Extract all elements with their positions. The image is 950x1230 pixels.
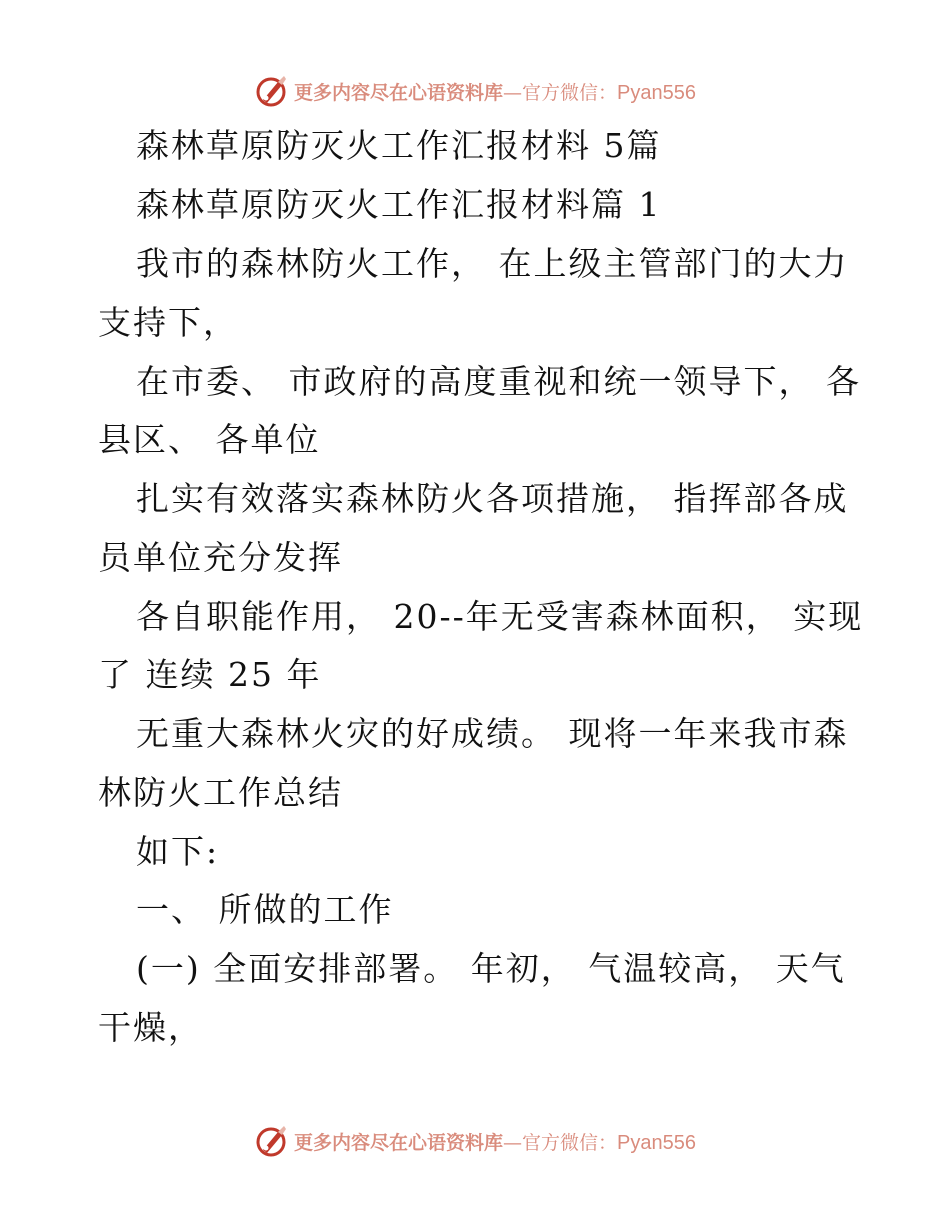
- watermark-sub: 官方微信：: [522, 81, 618, 104]
- document-title: 森林草原防灭火工作汇报材料 5篇: [136, 126, 662, 165]
- subsection-heading: 一、 所做的工作: [136, 890, 394, 929]
- paragraph-line: 我市的森林防火工作， 在上级主管部门的大力: [136, 244, 849, 283]
- paragraph-line: 干燥，: [98, 1008, 203, 1047]
- watermark-main: 更多内容尽在心语资料库: [294, 1131, 504, 1154]
- paragraph-line: 在市委、 市政府的高度重视和统一领导下， 各: [136, 362, 861, 401]
- paragraph-line: 无重大森林火灾的好成绩。 现将一年来我市森: [136, 714, 849, 753]
- watermark-main: 更多内容尽在心语资料库: [294, 81, 504, 104]
- watermark-id: Pyan556: [617, 81, 696, 104]
- paragraph-line: 支持下，: [98, 303, 238, 342]
- paragraph-line: (一) 全面安排部署。 年初， 气温较高， 天气: [136, 949, 846, 988]
- paragraph-line: 员单位充分发挥: [98, 538, 343, 577]
- watermark-dash: —: [503, 1131, 523, 1154]
- paragraph-line: 各自职能作用， 20--年无受害森林面积， 实现: [136, 597, 864, 636]
- watermark-sub: 官方微信：: [522, 1131, 618, 1154]
- watermark-text: [294, 1128, 696, 1155]
- section-heading: 森林草原防灭火工作汇报材料篇 1: [136, 185, 662, 224]
- footer-watermark: [0, 1121, 950, 1161]
- paragraph-line: 如下:: [136, 832, 220, 871]
- paragraph-line: 扎实有效落实森林防火各项措施， 指挥部各成: [136, 479, 849, 518]
- watermark-id: Pyan556: [617, 1131, 696, 1154]
- paragraph-line: 县区、 各单位: [98, 420, 321, 459]
- paragraph-line: 了 连续 25 年: [98, 655, 322, 694]
- paragraph-line: 林防火工作总结: [98, 773, 343, 812]
- watermark-dash: —: [503, 81, 523, 104]
- pen-logo-icon: [254, 1124, 288, 1158]
